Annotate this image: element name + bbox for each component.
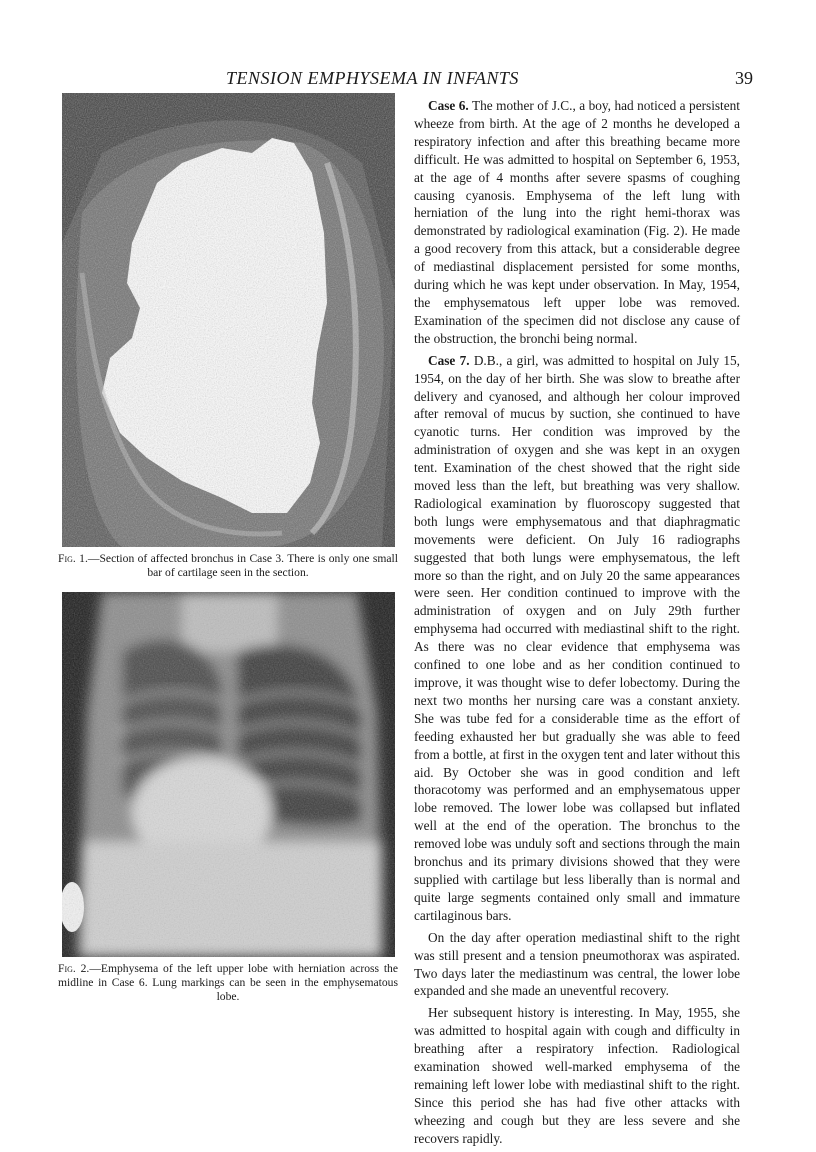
figure-1-caption: [58, 552, 398, 580]
case-6-paragraph: [414, 97, 740, 348]
case-7-heading: Case 7.: [428, 352, 470, 368]
running-head: TENSION EMPHYSEMA IN INFANTS: [226, 68, 519, 88]
history-paragraph: Her subsequent history is interesting. In May, 1955, she was admitted to hospital again with cough and difficulty in breathing after a respiratory infection. Radiological examination showed well-marked emphysema of the remaining left lower lobe with mediastinal shift to the right. Since this period she has had five other attacks with wheezing and cough but they are less severe and she recovers rapidly.: [414, 1005, 740, 1146]
figure-2-radiograph: [62, 592, 395, 957]
figure-2-caption: [58, 962, 398, 1004]
case-7-paragraph: [414, 352, 740, 925]
case-6-text: The mother of J.C., a boy, had noticed a persistent wheeze from birth. At the age of 2 months he developed a respiratory infection and after this breathing became more difficult. He was admitted to hospital on September 6, 1953, at the age of 4 months after severe spasms of coughing causing cyanosis. Emphysema of the left lung with herniation of the lung into the right hemi-thorax was demonstrated by radiological examination (Fig. 2). He made a good recovery from this attack, but a considerable degree of mediastinal displacement persisted for some months, during which he was kept under observation. In May, 1954, the emphysematous left upper lobe was removed. Examination of the specimen did not disclose any cause of the obstruction, the bronchi being normal.: [414, 98, 741, 346]
figure-1-caption-text: —Section of affected bronchus in Case 3. There is only one small bar of cartilage seen in the section.: [87, 552, 398, 579]
figure-2-label: Fig. 2.: [58, 962, 90, 975]
figure-2-caption-text: —Emphysema of the left upper lobe with herniation across the midline in Case 6. Lung markings can be seen in the emphysematous lobe.: [58, 962, 398, 1003]
body-text-column: [414, 97, 740, 1152]
figure-1-micrograph: [62, 93, 395, 547]
case-7-text: D.B., a girl, was admitted to hospital on July 15, 1954, on the day of her birth. She was slow to breathe after delivery and cyanosed, and although her colour improved after removal of mucus by suction, she continued to have cyanotic turns. Her condition was improved by the administration of oxygen and she was kept in an oxygen tent. Examination of the chest showed that the right side moved less than the left, but breathing was very shallow. Radiological examination by fluoroscopy suggested that both lungs were emphysematous and that diaphragmatic movements were deficient. On July 16 radiographs suggested that both lungs were emphysematous, the left more so than the right, and on July 20 the same appearances were seen. Her condition continued to improve with the administration of oxygen and on July 29th further emphysema had occurred with mediastinal shift to the right. As there was no clear evidence that emphysema was confined to one lobe and as her condition continued to improve, it was thought wise to defer lobectomy. During the next two months her nursing care was a constant anxiety. She was tube fed for a considerable time as the effort of feeding exhausted her but gradually she was able to feed from a bottle, at first in the oxygen tent and later without this aid. By October she was in good condition and left thoracotomy was performed and an emphysematous upper lobe removed. The lower lobe was collapsed but inflated well at the end of the operation. The bronchus to the removed lobe was unduly soft and sections through the main bronchus and its primary divisions showed that they were supplied with cartilage but less liberally than is normal and quite large segments contained only small and immature cartilaginous bars.: [414, 352, 741, 923]
postop-paragraph: On the day after operation mediastinal shift to the right was still present and a tension pneumothorax was aspirated. Two days later the mediastinum was central, the lower lobe expanded and she made an uneventful recovery.: [414, 929, 740, 999]
figure-1-label: Fig. 1.: [58, 552, 88, 565]
page-number: 39: [735, 68, 753, 88]
case-6-heading: Case 6.: [428, 98, 469, 113]
